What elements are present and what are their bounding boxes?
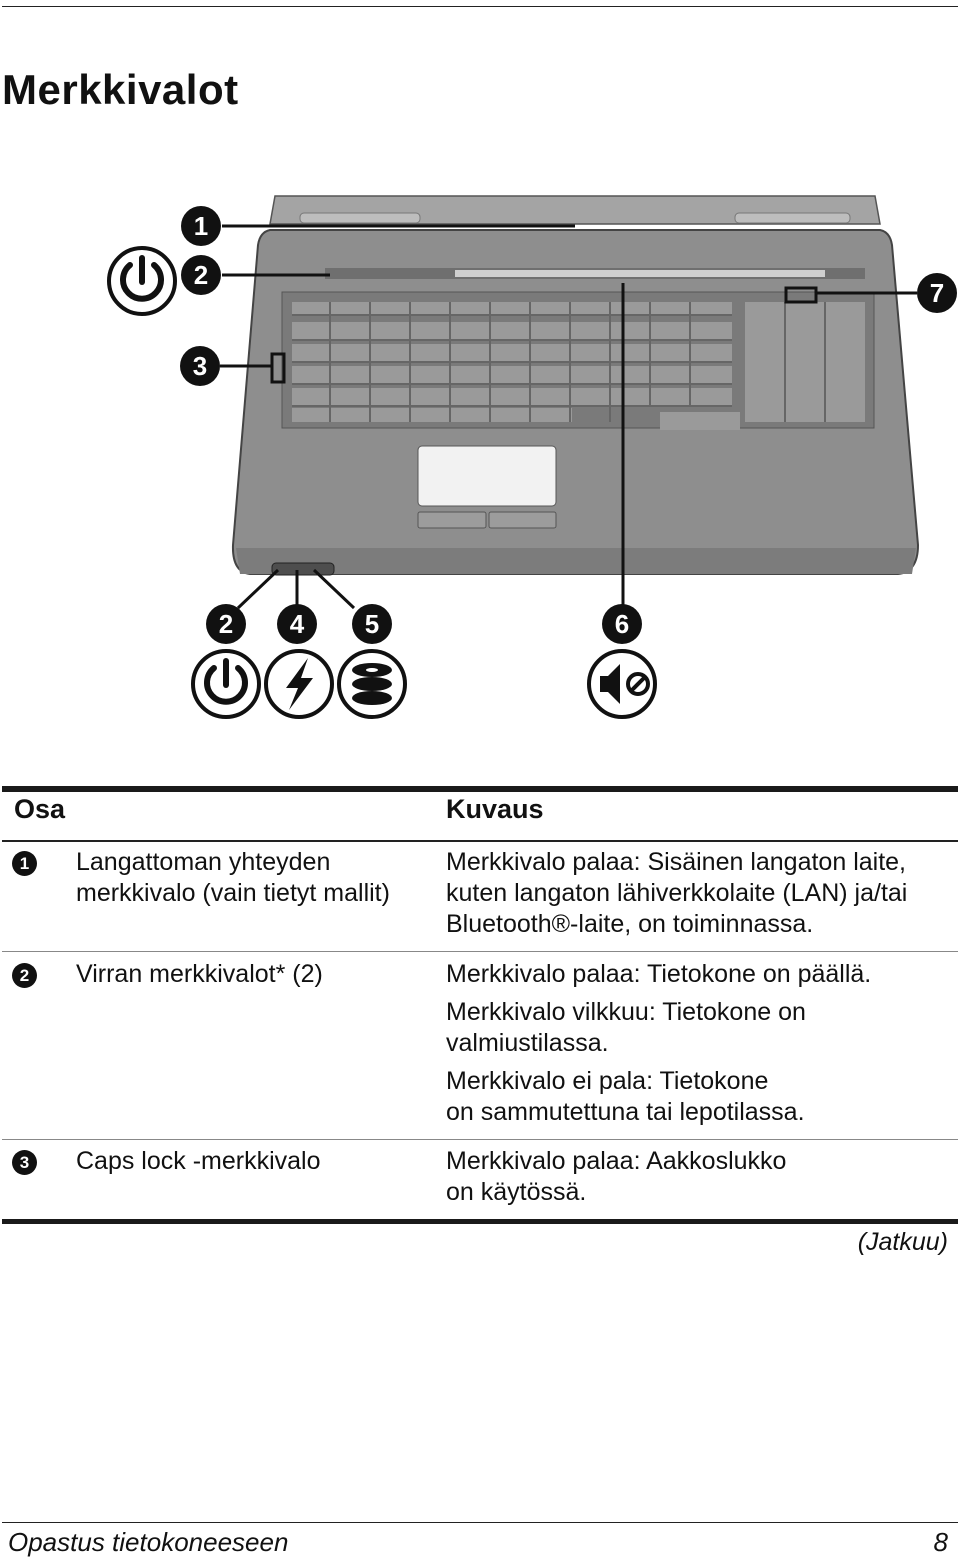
column-header-description: Kuvaus	[446, 794, 544, 824]
row-number-badge: 2	[12, 963, 37, 988]
description-line: Merkkivalo palaa: Aakkoslukko on käytössä.	[446, 1147, 787, 1206]
part-description	[446, 1146, 951, 1215]
laptop-illustration	[0, 180, 960, 740]
top-rule	[2, 6, 958, 7]
svg-text:3: 3	[192, 351, 208, 381]
part-description	[446, 959, 951, 1135]
footer-rule	[2, 1522, 958, 1523]
page-title: Merkkivalot	[2, 66, 239, 113]
table-top-rule	[2, 786, 958, 792]
callout-number-2	[181, 255, 221, 295]
power-icon	[109, 248, 175, 314]
battery-charge-icon	[266, 651, 332, 717]
part-name: Langattoman yhteyden merkkivalo (vain tietyt mallit)	[76, 848, 390, 907]
header-rule	[2, 840, 958, 842]
row-number-badge: 1	[12, 851, 37, 876]
callout-number-4	[277, 604, 317, 644]
description-line: Merkkivalo vilkkuu: Tietokone on valmiustilassa.	[446, 998, 806, 1057]
drive-icon	[339, 651, 405, 717]
part-description	[446, 847, 951, 947]
callout-number-6	[602, 604, 642, 644]
column-header-part: Osa	[14, 794, 66, 824]
footer-document-title: Opastus tietokoneeseen	[8, 1527, 289, 1557]
svg-text:6: 6	[614, 609, 630, 639]
svg-text:4: 4	[289, 609, 305, 639]
svg-text:7: 7	[929, 278, 945, 308]
description-line: Merkkivalo ei pala: Tietokone on sammutettuna tai lepotilassa.	[446, 1067, 805, 1126]
svg-text:5: 5	[364, 609, 380, 639]
description-line: Merkkivalo palaa: Tietokone on päällä.	[446, 960, 872, 988]
description-line: Merkkivalo palaa: Sisäinen langaton laite, kuten langaton lähiverkkolaite (LAN) ja/tai Bluetooth®-laite, on toiminnassa.	[446, 848, 908, 938]
row-divider	[2, 1139, 958, 1140]
part-name: Virran merkkivalot* (2)	[76, 960, 323, 988]
svg-text:2: 2	[218, 609, 234, 639]
callout-number-3	[180, 346, 220, 386]
continued-note: (Jatkuu)	[857, 1228, 948, 1256]
callout-number-7	[917, 273, 957, 313]
part-name: Caps lock -merkkivalo	[76, 1147, 321, 1175]
row-divider	[2, 951, 958, 952]
callout-number-1	[181, 206, 221, 246]
table-bottom-rule	[2, 1219, 958, 1224]
power-icon	[193, 651, 259, 717]
callout-number-2-bottom	[206, 604, 246, 644]
mute-icon	[589, 651, 655, 717]
svg-text:2: 2	[193, 260, 209, 290]
svg-text:1: 1	[193, 211, 209, 241]
callout-number-5	[352, 604, 392, 644]
row-number-badge: 3	[12, 1150, 37, 1175]
laptop-body	[233, 196, 918, 575]
page-number: 8	[933, 1527, 948, 1557]
